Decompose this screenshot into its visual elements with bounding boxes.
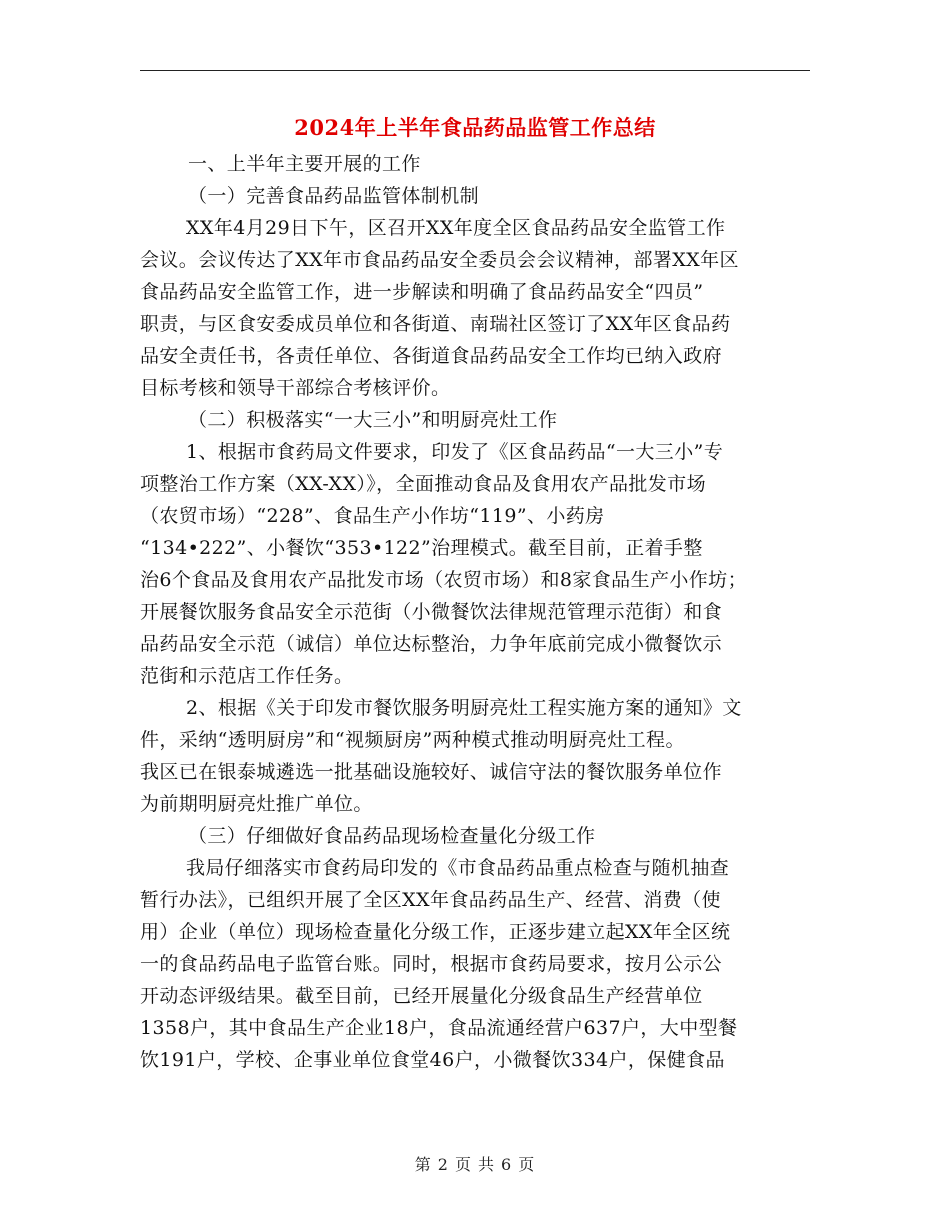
header-rule	[140, 70, 810, 71]
paragraph-line: （农贸市场）“228”、食品生产小作坊“119”、小药房	[140, 505, 605, 527]
paragraph-line: 一的食品药品电子监管台账。同时，根据市食药局要求，按月公示公	[140, 953, 723, 975]
paragraph-line: 会议。会议传达了XX年市食品药品安全委员会会议精神，部署XX年区	[140, 249, 739, 271]
paragraph-line: 职责，与区食安委成员单位和各街道、南瑞社区签订了XX年区食品药	[140, 313, 731, 335]
footer-prefix: 第	[414, 1155, 432, 1174]
paragraph-line: 1358户，其中食品生产企业18户，食品流通经营户637户，大中型餐	[140, 1017, 738, 1039]
paragraph-line: 范街和示范店工作任务。	[140, 665, 354, 687]
paragraph-line: 暂行办法》，已组织开展了全区XX年食品药品生产、经营、消费（使	[140, 889, 721, 911]
subsection-heading: （一）完善食品药品监管体制机制	[188, 185, 480, 207]
paragraph-line: 2、根据《关于印发市餐饮服务明厨亮灶工程实施方案的通知》文	[186, 697, 742, 719]
subsection-heading: （二）积极落实“一大三小”和明厨亮灶工作	[188, 409, 558, 431]
paragraph-line: 为前期明厨亮灶推广单位。	[140, 793, 373, 815]
section-heading: 一、上半年主要开展的工作	[188, 153, 421, 175]
paragraph-line: 饮191户，学校、企事业单位食堂46户，小微餐饮334户，保健食品	[140, 1049, 725, 1071]
page-total: 6	[501, 1155, 513, 1174]
paragraph-line: 品安全责任书，各责任单位、各街道食品药品安全工作均已纳入政府	[140, 345, 723, 367]
paragraph-line: “134•222”、小餐饮“353•122”治理模式。截至目前，正着手整	[140, 537, 703, 559]
paragraph-line: 治6个食品及食用农产品批发市场（农贸市场）和8家食品生产小作坊；	[140, 569, 747, 591]
paragraph-line: 1、根据市食药局文件要求，印发了《区食品药品“一大三小”专	[186, 441, 724, 463]
paragraph-line: 件，采纳“透明厨房”和“视频厨房”两种模式推动明厨亮灶工程。	[140, 729, 685, 751]
subsection-heading: （三）仔细做好食品药品现场检查量化分级工作	[188, 825, 596, 847]
paragraph-line: 开动态评级结果。截至目前，已经开展量化分级食品生产经营单位	[140, 985, 703, 1007]
document-title: 2024年上半年食品药品监管工作总结	[294, 115, 656, 140]
paragraph-line: 我局仔细落实市食药局印发的《市食品药品重点检查与随机抽查	[186, 857, 730, 879]
footer-page-word: 页	[454, 1155, 472, 1174]
document-body	[140, 148, 830, 1076]
footer-suffix: 页	[518, 1155, 536, 1174]
footer-total-word: 共	[478, 1155, 496, 1174]
paragraph-line: XX年4月29日下午，区召开XX年度全区食品药品安全监管工作	[186, 217, 726, 239]
paragraph-line: 目标考核和领导干部综合考核评价。	[140, 377, 451, 399]
paragraph-line: 项整治工作方案（XX-XX）》，全面推动食品及食用农产品批发市场	[140, 473, 706, 495]
paragraph-line: 食品药品安全监管工作，进一步解读和明确了食品药品安全“四员”	[140, 281, 704, 303]
paragraph-line: 我区已在银泰城遴选一批基础设施较好、诚信守法的餐饮服务单位作	[140, 761, 723, 783]
paragraph-line: 品药品安全示范（诚信）单位达标整治，力争年底前完成小微餐饮示	[140, 633, 723, 655]
page-number: 2	[437, 1155, 449, 1174]
paragraph-line: 开展餐饮服务食品安全示范街（小微餐饮法律规范管理示范街）和食	[140, 601, 723, 623]
page-footer	[0, 1152, 950, 1175]
paragraph-line: 用）企业（单位）现场检查量化分级工作，正逐步建立起XX年全区统	[140, 921, 731, 943]
